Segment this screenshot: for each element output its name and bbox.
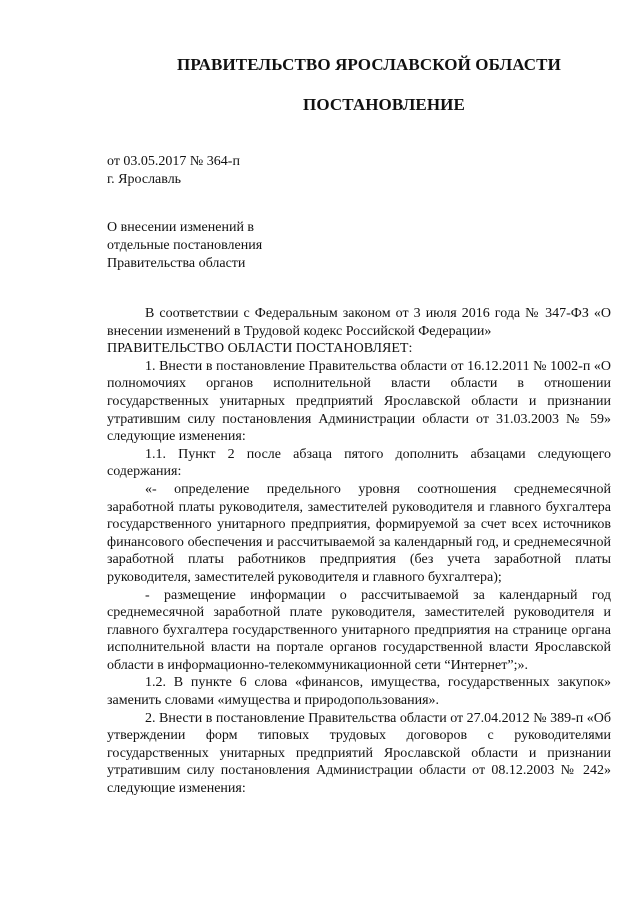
- city: г. Ярославль: [107, 172, 182, 187]
- paragraph-1-1: 1.1. Пункт 2 после абзаца пятого дополнить абзацами следующего содержания:: [107, 446, 611, 480]
- document-body: [107, 305, 611, 798]
- resolves-line: ПРАВИТЕЛЬСТВО ОБЛАСТИ ПОСТАНОВЛЯЕТ:: [107, 341, 413, 357]
- document-type-heading: ПОСТАНОВЛЕНИЕ: [303, 95, 465, 114]
- document-subject: [107, 219, 262, 273]
- subject-line: отдельные постановления: [107, 238, 263, 253]
- paragraph-1-2: 1.2. В пункте 6 слова «финансов, имущества, государственных закупок» заменить словами «имущества и природопользования».: [107, 675, 611, 709]
- quote-paragraph-1: «- определение предельного уровня соотношения среднемесячной заработной платы руководителя, заместителей руководителя и главного бухгалтера государственного унитарного предприятия, формируемой за счет всех источников финансового обеспечения и рассчитываемой за календарный год, и среднемесячной заработной платы работников предприятия (без учета заработной платы руководителя, заместителей руководителя и главного бухгалтера);: [107, 481, 611, 585]
- document-meta: [107, 153, 240, 189]
- paragraph-1: 1. Внести в постановление Правительства области от 16.12.2011 № 1002-п «О полномочиях органов исполнительной власти области в отношении государственных унитарных предприятий Ярославской области и признании утратившим силу постановления Администрации области от 31.03.2003 № 59» следующие изменения:: [107, 358, 611, 445]
- subject-line: Правительства области: [107, 256, 246, 271]
- intro-paragraph: В соответствии с Федеральным законом от 3 июля 2016 года № 347-ФЗ «О внесении изменений в Трудовой кодекс Российской Федерации»: [107, 306, 611, 339]
- paragraph-2: 2. Внести в постановление Правительства области от 27.04.2012 № 389-п «Об утверждении форм типовых трудовых договоров с руководителями государственных унитарных предприятий Ярославской области и признании утратившим силу постановления Администрации области от 08.12.2003 № 242» следующие изменения:: [107, 710, 611, 797]
- government-heading: ПРАВИТЕЛЬСТВО ЯРОСЛАВСКОЙ ОБЛАСТИ: [177, 55, 561, 74]
- quote-paragraph-2: - размещение информации о рассчитываемой за календарный год среднемесячной заработной плате руководителя, заместителей руководителя и главного бухгалтера государственного унитарного предприятия на странице органа исполнительной власти на портале органов государственной власти Ярославской области в информационно-телекоммуникационной сети “Интернет”;».: [107, 587, 611, 673]
- subject-line: О внесении изменений в: [107, 220, 255, 235]
- date-number: от 03.05.2017 № 364-п: [107, 154, 240, 169]
